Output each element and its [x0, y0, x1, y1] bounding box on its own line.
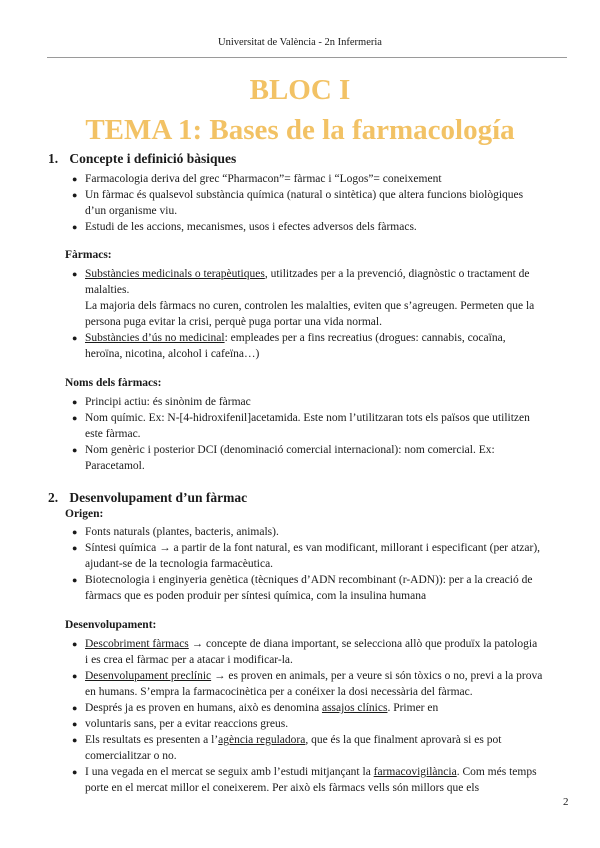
item-text: Un fàrmac és qualsevol substància química (natural o sintètica) que altera funcions biològiques d’un organisme viu. [85, 189, 524, 217]
bullet-icon: ● [72, 527, 78, 537]
list-item [72, 330, 543, 362]
list-item [72, 668, 543, 700]
item-note: La majoria dels fàrmacs no curen, controlen les malalties, eviten que s’agreugen. Permeten que la persona puga evitar la crisi, perquè puga portar una vida normal. [85, 300, 535, 328]
bullet-icon: ● [72, 397, 78, 407]
item-text: I una vegada en el mercat se seguix amb l’estudi mitjançant la [85, 766, 374, 778]
list-item [72, 171, 543, 187]
bullet-icon: ● [72, 639, 78, 649]
section-title: Desenvolupament d’un fàrmac [69, 490, 248, 505]
bullet-icon: ● [72, 413, 78, 423]
section-number: 1. [48, 151, 59, 166]
list-item [72, 764, 543, 796]
bloc-title: BLOC I [249, 74, 351, 106]
item-text: Síntesi química → a partir de la font natural, es van modificant, millorant i especificant (per atzar), ajudant-se de la tecnologia farmacèutica. [85, 542, 541, 570]
list-item [72, 410, 543, 442]
bullet-icon: ● [72, 445, 78, 455]
item-text: : empleades per a fins recreatius (drogues: cannabis, cocaïna, heroïna, nicotina, alcohol i cafeïna…) [85, 332, 506, 360]
item-text: Nom químic. Ex: N-[4-hidroxifenil]acetamida. Este nom l’utilitzaran tots els països que utilitzen este fàrmac. [85, 412, 530, 440]
bullet-icon: ● [72, 575, 78, 585]
list-item [72, 524, 543, 540]
bullet-icon: ● [72, 174, 78, 184]
bullet-icon: ● [72, 269, 78, 279]
list-item [72, 187, 543, 219]
underlined-term: Desenvolupament preclínic [85, 670, 212, 682]
list-item [72, 572, 543, 604]
item-text: , utilitzades per a la prevenció, diagnòstic o tractament de malalties. [85, 268, 530, 296]
bullet-icon: ● [72, 190, 78, 200]
section-2-heading [48, 490, 247, 506]
list-item [72, 700, 543, 716]
header-divider [47, 57, 567, 58]
item-text: → es proven en animals, per a veure si són tòxics o no, previ a la prova en humans. S’empra la farmacocinètica per a conéixer la dosi necessària del fàrmac. [85, 670, 543, 698]
item-text: , que és la que finalment aprovarà si es pot comercialitzar o no. [85, 734, 502, 762]
list-item [72, 394, 543, 410]
underlined-term: Descobriment fàrmacs [85, 638, 189, 650]
item-text: Farmacologia deriva del grec “Pharmacon”= fàrmac i “Logos”= coneixement [85, 173, 442, 185]
item-text: Els resultats es presenten a l’ [85, 734, 219, 746]
list-item [72, 266, 543, 330]
list-item [72, 442, 543, 474]
item-text: Després ja es proven en humans, això es denomina [85, 702, 322, 714]
tema-title: TEMA 1: Bases de la farmacología [85, 114, 515, 146]
desenvolupament-heading: Desenvolupament: [65, 619, 157, 631]
bullet-icon: ● [72, 703, 78, 713]
item-text: → concepte de diana important, se selecciona allò que produïx la patologia i es crea el fàrmac per a atacar i modificar-la. [85, 638, 538, 666]
bullet-icon: ● [72, 671, 78, 681]
list-item [72, 540, 543, 572]
item-text: Biotecnologia i enginyeria genètica (tècniques d’ADN recombinant (r-ADN)): per a la creació de fàrmacs que es poden produir per síntesi química, com la insulina humana [85, 574, 533, 602]
underlined-term: Substàncies d’ús no medicinal [85, 332, 225, 344]
bullet-icon: ● [72, 735, 78, 745]
list-item [72, 636, 543, 668]
origen-heading: Origen: [65, 508, 104, 520]
underlined-term: agència reguladora [218, 734, 306, 746]
item-text: voluntaris sans, per a evitar reaccions greus. [85, 718, 289, 730]
bullet-icon: ● [72, 543, 78, 553]
page-header: Universitat de València - 2n Infermeria [218, 37, 382, 48]
underlined-term: farmacovigilància [373, 766, 457, 778]
section-1-heading [48, 151, 236, 167]
bullet-icon: ● [72, 222, 78, 232]
bullet-icon: ● [72, 333, 78, 343]
item-text: Estudi de les accions, mecanismes, usos i efectes adversos dels fàrmacs. [85, 221, 417, 233]
bullet-icon: ● [72, 767, 78, 777]
underlined-term: assajos clínics [321, 702, 388, 714]
bullet-icon: ● [72, 719, 78, 729]
underlined-term: Substàncies medicinals o terapèutiques [85, 268, 265, 280]
section-title: Concepte i definició bàsiques [69, 151, 237, 166]
item-text: Principi actiu: és sinònim de fàrmac [85, 396, 251, 408]
list-item [72, 219, 543, 235]
item-text: . Com més temps porte en el mercat millor el coneixerem. Per això els fàrmacs vells són millors que els [85, 766, 537, 794]
page-number: 2 [563, 796, 569, 808]
item-text: Nom genèric i posterior DCI (denominació comercial internacional): nom comercial. Ex: Paracetamol. [85, 444, 495, 472]
list-item [72, 716, 543, 732]
list-item [72, 732, 543, 764]
item-text: . Primer en [387, 702, 439, 714]
section-number: 2. [48, 490, 59, 505]
noms-heading: Noms dels fàrmacs: [65, 377, 162, 389]
item-text: Fonts naturals (plantes, bacteris, animals). [85, 526, 279, 538]
farmacs-heading: Fàrmacs: [65, 249, 112, 261]
